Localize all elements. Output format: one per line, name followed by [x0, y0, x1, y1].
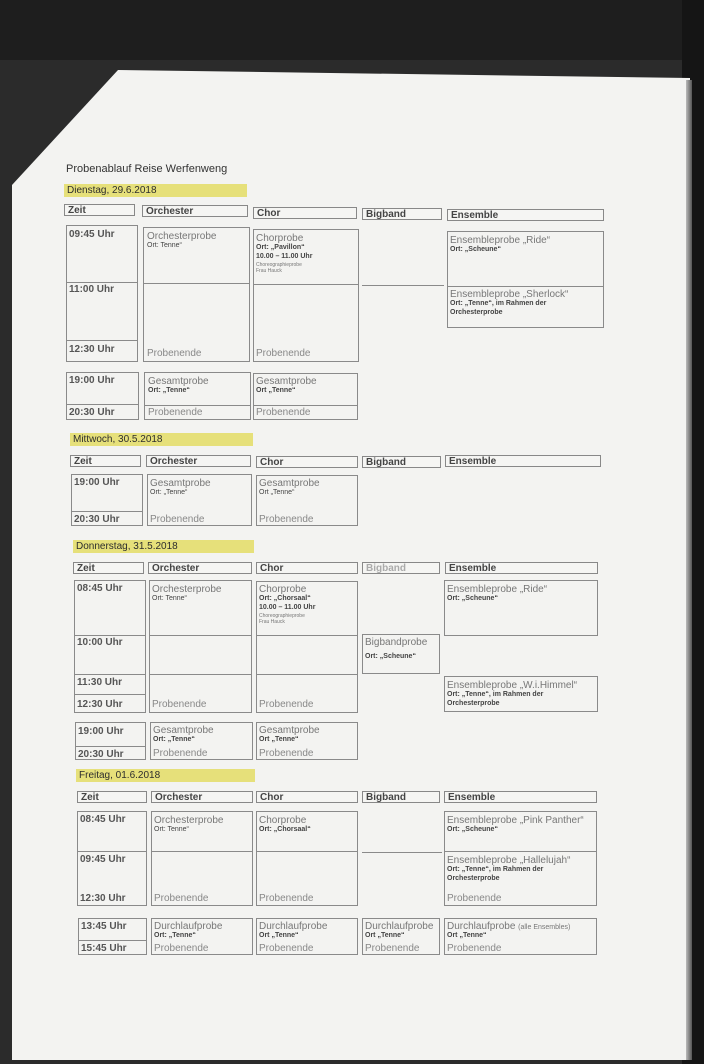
divider: [253, 284, 359, 285]
cell-location: Ort: „Tenne“, im Rahmen der: [450, 300, 547, 307]
day-heading-1: Dienstag, 29.6.2018: [64, 184, 247, 197]
header-zeit: Zeit: [73, 562, 144, 574]
cell-location: Ort: „Tenne“, im Rahmen der: [447, 866, 544, 873]
divider: [143, 283, 250, 284]
cell-location: Ort: „Tenne“: [150, 489, 188, 496]
cell-note: Frau Hauck: [256, 268, 282, 274]
background-top: [0, 0, 704, 60]
cell-location: Ort: „Scheune“: [365, 653, 416, 660]
divider: [149, 635, 252, 636]
time-label: 08:45 Uhr: [80, 814, 126, 825]
divider: [256, 635, 358, 636]
header-orchester: Orchester: [151, 791, 253, 803]
header-chor: Chor: [256, 456, 358, 468]
cell-title: Chorprobe: [259, 584, 307, 595]
cell-location: Ort: „Scheune“: [447, 826, 498, 833]
time-label: 12:30 Uhr: [69, 344, 115, 355]
cell-title: Durchlaufprobe: [154, 921, 223, 932]
cell-location: Ort: Tenne“: [152, 595, 187, 602]
cell-location: Ort: „Tenne“, im Rahmen der: [447, 691, 544, 698]
probenende-label: Probenende: [150, 514, 205, 525]
cell-note: Frau Hauck: [259, 619, 285, 625]
probenende-label: Probenende: [256, 348, 311, 359]
cell-title: Chorprobe: [256, 233, 304, 244]
probenende-label: Probenende: [154, 943, 209, 954]
probenende-label: Probenende: [259, 699, 314, 710]
cell-title: Gesamtprobe: [153, 725, 214, 736]
probenende-label: Probenende: [256, 407, 311, 418]
header-zeit: Zeit: [70, 455, 141, 467]
time-label: 20:30 Uhr: [69, 407, 115, 418]
cell-title: Ensembleprobe „Ride“: [447, 584, 548, 595]
cell-note: Choreographieprobe: [259, 613, 305, 619]
divider: [253, 405, 358, 406]
time-label: 08:45 Uhr: [77, 583, 123, 594]
cell-location: Ort „Tenne“: [256, 387, 296, 394]
cell-location: Ort: „Tenne“: [153, 736, 195, 743]
day-heading-2: Mittwoch, 30.5.2018: [70, 433, 253, 446]
cell-title: Ensembleprobe „Pink Panther“: [447, 815, 584, 826]
cell-title: Ensembleprobe „Hallelujah“: [447, 855, 571, 866]
time-label: 11:00 Uhr: [69, 284, 115, 295]
day-heading-3: Donnerstag, 31.5.2018: [73, 540, 254, 553]
document-title: Probenablauf Reise Werfenweng: [66, 163, 228, 175]
probenende-label: Probenende: [153, 748, 208, 759]
cell-title: Durchlaufprobe: [365, 921, 434, 932]
cell-title: Ensembleprobe „Ride“: [450, 235, 551, 246]
header-bigband: Bigband: [362, 562, 440, 574]
cell-title: Gesamtprobe: [148, 376, 209, 387]
divider: [74, 635, 146, 636]
cell-title: Gesamtprobe: [256, 376, 317, 387]
cell-title: Gesamtprobe: [150, 478, 211, 489]
cell-location: Ort „Tenne“: [259, 932, 299, 939]
cell-location: Ort: „Tenne“: [154, 932, 196, 939]
probenende-label: Probenende: [259, 943, 314, 954]
header-orchester: Orchester: [146, 455, 251, 467]
cell-time: 10.00 – 11.00 Uhr: [256, 253, 313, 260]
cell-note: Choreographieprobe: [256, 262, 302, 268]
header-orchester: Orchester: [148, 562, 252, 574]
cell-title: Orchesterprobe: [152, 584, 222, 595]
header-orchester: Orchester: [142, 205, 248, 217]
header-chor: Chor: [256, 791, 358, 803]
divider: [75, 746, 146, 747]
probenende-label: Probenende: [447, 943, 502, 954]
probenende-label: Probenende: [147, 348, 202, 359]
cell-title-suffix: (alle Ensembles): [518, 924, 571, 931]
divider: [74, 674, 146, 675]
header-bigband: Bigband: [362, 456, 441, 468]
cell-location: Ort: Tenne“: [154, 826, 189, 833]
divider: [149, 674, 252, 675]
cell-title: Ensembleprobe „Sherlock“: [450, 289, 569, 300]
cell-title: Bigbandprobe: [365, 637, 428, 648]
probenende-label: Probenende: [447, 893, 502, 904]
header-ensemble: Ensemble: [445, 455, 601, 467]
divider: [362, 852, 442, 853]
time-label: 12:30 Uhr: [77, 699, 123, 710]
header-chor: Chor: [253, 207, 357, 219]
header-zeit: Zeit: [64, 204, 135, 216]
cell-location: Orchesterprobe: [447, 700, 500, 707]
cell-time: 10.00 – 11.00 Uhr: [259, 604, 316, 611]
divider: [78, 940, 147, 941]
divider: [74, 694, 146, 695]
divider: [66, 404, 139, 405]
cell-location: Ort „Tenne“: [365, 932, 405, 939]
time-label: 10:00 Uhr: [77, 637, 123, 648]
probenende-label: Probenende: [259, 893, 314, 904]
cell-location: Ort „Tenne“: [259, 736, 299, 743]
probenende-label: Probenende: [259, 748, 314, 759]
cell-location: Ort: „Tenne“: [148, 387, 190, 394]
divider: [447, 286, 604, 287]
cell-title: Gesamtprobe: [259, 478, 320, 489]
divider: [66, 282, 138, 283]
cell-location: Ort „Tenne“: [259, 489, 295, 496]
time-label: 19:00 Uhr: [74, 477, 120, 488]
time-label: 15:45 Uhr: [81, 943, 127, 954]
divider: [66, 340, 138, 341]
cell-title: Durchlaufprobe: [259, 921, 328, 932]
cell-title: Chorprobe: [259, 815, 307, 826]
cell-location: Orchesterprobe: [447, 875, 500, 882]
probenende-label: Probenende: [152, 699, 207, 710]
cell-title: Orchesterprobe: [147, 231, 217, 242]
paper-edge: [686, 80, 692, 1060]
header-bigband: Bigband: [362, 791, 440, 803]
cell-location: Ort: Tenne“: [147, 242, 182, 249]
cell-title: Gesamtprobe: [259, 725, 320, 736]
probenende-label: Probenende: [154, 893, 209, 904]
time-label: 09:45 Uhr: [69, 229, 115, 240]
time-label: 12:30 Uhr: [80, 893, 126, 904]
divider: [151, 851, 253, 852]
header-ensemble: Ensemble: [447, 209, 604, 221]
header-chor: Chor: [256, 562, 358, 574]
cell-location: Ort „Tenne“: [447, 932, 487, 939]
header-ensemble: Ensemble: [444, 791, 597, 803]
probenende-label: Probenende: [148, 407, 203, 418]
probenende-label: Probenende: [259, 514, 314, 525]
cell-location: Ort: „Scheune“: [447, 595, 498, 602]
time-label: 13:45 Uhr: [81, 921, 127, 932]
divider: [144, 405, 251, 406]
time-label: 19:00 Uhr: [69, 375, 115, 386]
divider: [77, 851, 147, 852]
cell-location: Orchesterprobe: [450, 309, 503, 316]
cell-title: Ensembleprobe „W.i.Himmel“: [447, 680, 578, 691]
probenende-label: Probenende: [365, 943, 420, 954]
cell-location: Ort: „Chorsaal“: [259, 595, 311, 602]
cell-title: Orchesterprobe: [154, 815, 224, 826]
day-heading-4: Freitag, 01.6.2018: [76, 769, 255, 782]
time-label: 09:45 Uhr: [80, 854, 126, 865]
cell-location: Ort: „Pavillon“: [256, 244, 305, 251]
divider: [444, 851, 597, 852]
time-label: 20:30 Uhr: [78, 749, 124, 760]
header-ensemble: Ensemble: [445, 562, 598, 574]
divider: [71, 511, 143, 512]
divider: [362, 285, 444, 286]
cell-location: Ort: „Scheune“: [450, 246, 501, 253]
time-label: 11:30 Uhr: [77, 677, 123, 688]
header-bigband: Bigband: [362, 208, 442, 220]
header-zeit: Zeit: [77, 791, 147, 803]
time-label: 19:00 Uhr: [78, 726, 124, 737]
divider: [256, 674, 358, 675]
cell-location: Ort: „Chorsaal“: [259, 826, 311, 833]
divider: [256, 851, 358, 852]
cell-title-text: Durchlaufprobe: [447, 921, 516, 932]
time-label: 20:30 Uhr: [74, 514, 120, 525]
